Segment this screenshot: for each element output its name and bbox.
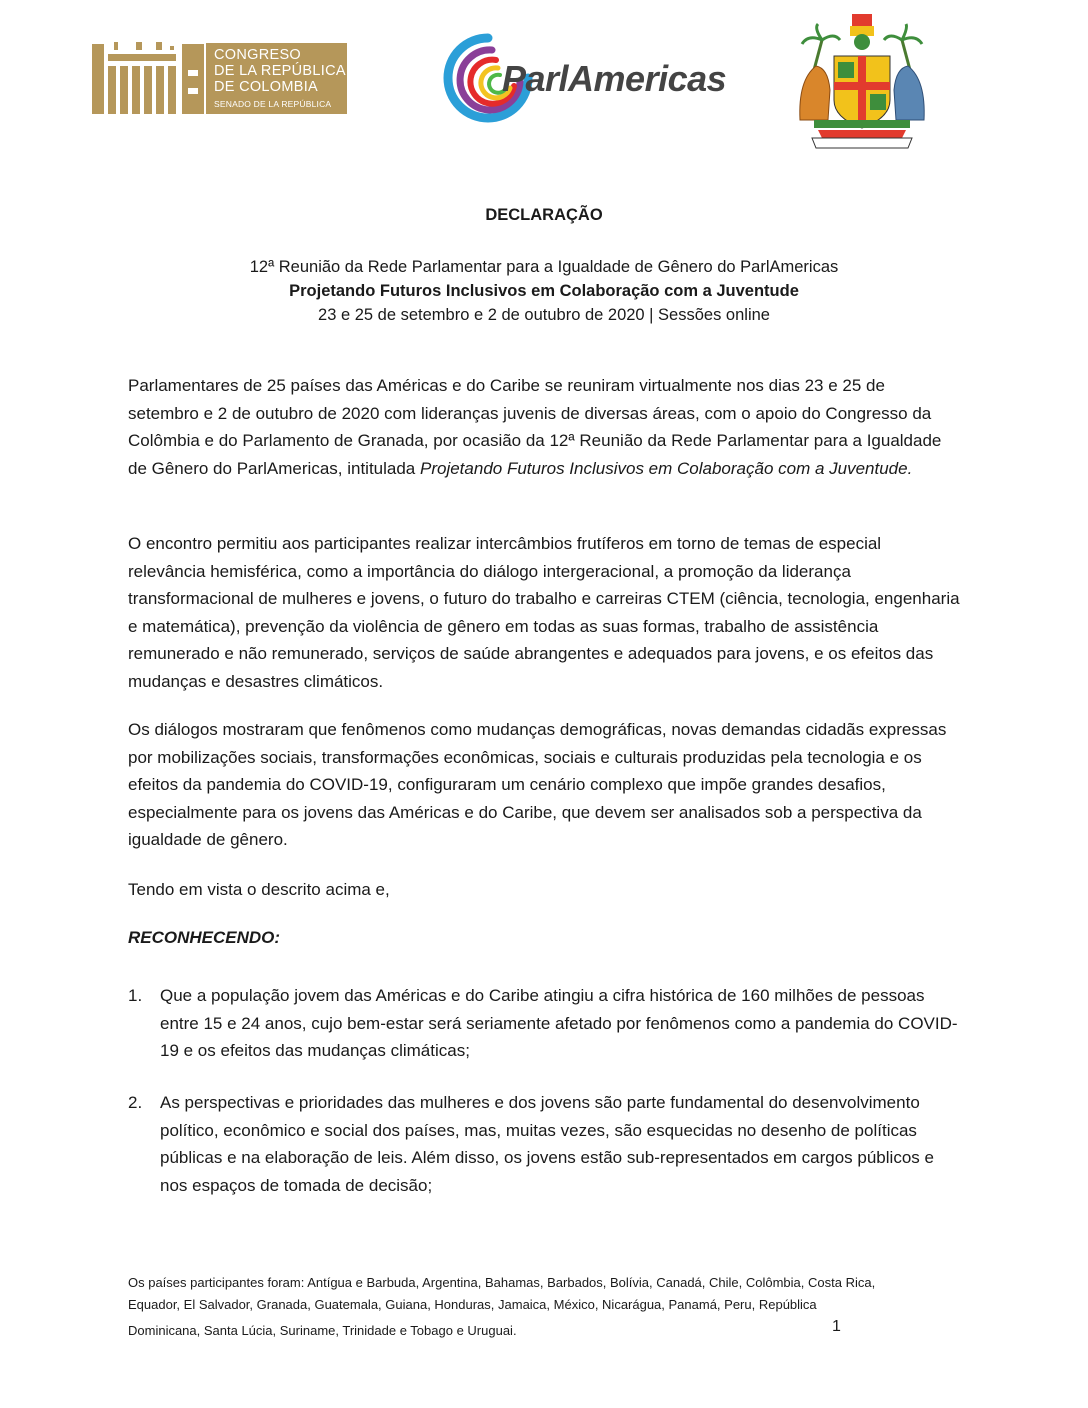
footnote-line-1: Os países participantes foram: Antígua e Barbuda, Argentina, Bahamas, Barbados, Bolívia, Canadá, Chile, Colômbia, Costa Rica, (128, 1275, 876, 1290)
paragraph-1 (128, 372, 960, 482)
parlamericas-wordmark: ParlAmericas (502, 58, 727, 99)
congreso-name-box (206, 43, 347, 114)
list-item-text: Que a população jovem das Américas e do Caribe atingiu a cifra histórica de 160 milhões de pessoas entre 15 e 24 anos, cujo bem-estar será seriamente afetado por fenômenos como a pandemia do COVID-19 e os efeitos das mudanças climáticas; (160, 986, 958, 1060)
subtitle-dates: 23 e 25 de setembro e 2 de outubro de 2020 | Sessões online (318, 306, 770, 324)
subtitle-theme: Projetando Futuros Inclusivos em Colaboração com a Juventude (289, 282, 799, 300)
paragraph-4: Tendo em vista o descrito acima e, (128, 880, 390, 899)
paragraph-1-italic: Projetando Futuros Inclusivos em Colaboração com a Juventude. (420, 458, 913, 478)
subtitle-meeting: 12ª Reunião da Rede Parlamentar para a Igualdade de Gênero do ParlAmericas (249, 258, 839, 276)
paragraph-3: Os diálogos mostraram que fenômenos como mudanças demográficas, novas demandas cidadãs expressas por mobilizações sociais, transformações econômicas, sociais e culturais produzidas pela tecnologia e os efeitos da pandemia do COVID-19, configuraram um cenário complexo que impõe grandes desafios, especialmente para os jovens das Américas e do Caribe, que devem ser analisados sob a perspectiva da igualdade de gênero. (128, 720, 947, 849)
paragraph-1-text: Parlamentares de 25 países das Américas e do Caribe se reuniram virtualmente nos dias 23 e 25 de setembro e 2 de outubro de 2020 com lideranças juvenis de diversas áreas, com o apoio do Congresso da Colômbia e do Parlamento de Granada, por ocasião da 12ª Reunião da Rede Parlamentar para a Igualdade de Gênero do ParlAmericas, intitulada (128, 376, 942, 478)
list-item-text: As perspectivas e prioridades das mulheres e dos jovens são parte fundamental do desenvolvimento político, econômico e social dos países, mas, muitas vezes, são esquecidas no desenho de políticas públicas e na elaboração de leis. Além disso, os jovens estão sub-representados em cargos públicos e nos espaços de tomada de decisão; (160, 1093, 934, 1195)
parlamericas-logo (440, 30, 760, 126)
footnote-line-3: Dominicana, Santa Lúcia, Suriname, Trinidade e Tobago e Uruguai. (128, 1323, 517, 1338)
congreso-logo (92, 40, 348, 114)
footnote-line-2: Equador, El Salvador, Granada, Guatemala, Guiana, Honduras, Jamaica, México, Nicarágua, Panamá, Peru, República (128, 1297, 817, 1312)
paragraph-2: O encontro permitiu aos participantes realizar intercâmbios frutíferos em torno de temas de especial relevância hemisférica, como a importância do diálogo intergeracional, a promoção da liderança transformacional de mulheres e jovens, o futuro do trabalho e carreiras CTEM (ciência, tecnologia, engenharia e matemática), prevenção da violência de gênero em todas as suas formas, trabalho de assistência remunerado e não remunerado, serviços de saúde abrangentes e adequados para jovens, e os efeitos das mudanças e desastres climáticos. (128, 534, 960, 691)
congreso-line-4: SENADO DE LA REPÚBLICA (214, 99, 332, 109)
congreso-line-2: DE LA REPÚBLICA (214, 63, 346, 79)
grenada-coat-of-arms-icon (794, 10, 930, 150)
grenada-coat-of-arms (794, 10, 930, 150)
page-number: 1 (832, 1318, 841, 1335)
reconhecendo-heading: RECONHECENDO: (128, 928, 281, 947)
list-item-number: 2. (128, 1093, 143, 1112)
document-title: DECLARAÇÃO (485, 206, 603, 224)
congreso-emblem-icon (92, 40, 204, 114)
congreso-line-1: CONGRESO (214, 47, 301, 63)
congreso-line-3: DE COLOMBIA (214, 79, 319, 95)
list-item-number: 1. (128, 986, 143, 1005)
